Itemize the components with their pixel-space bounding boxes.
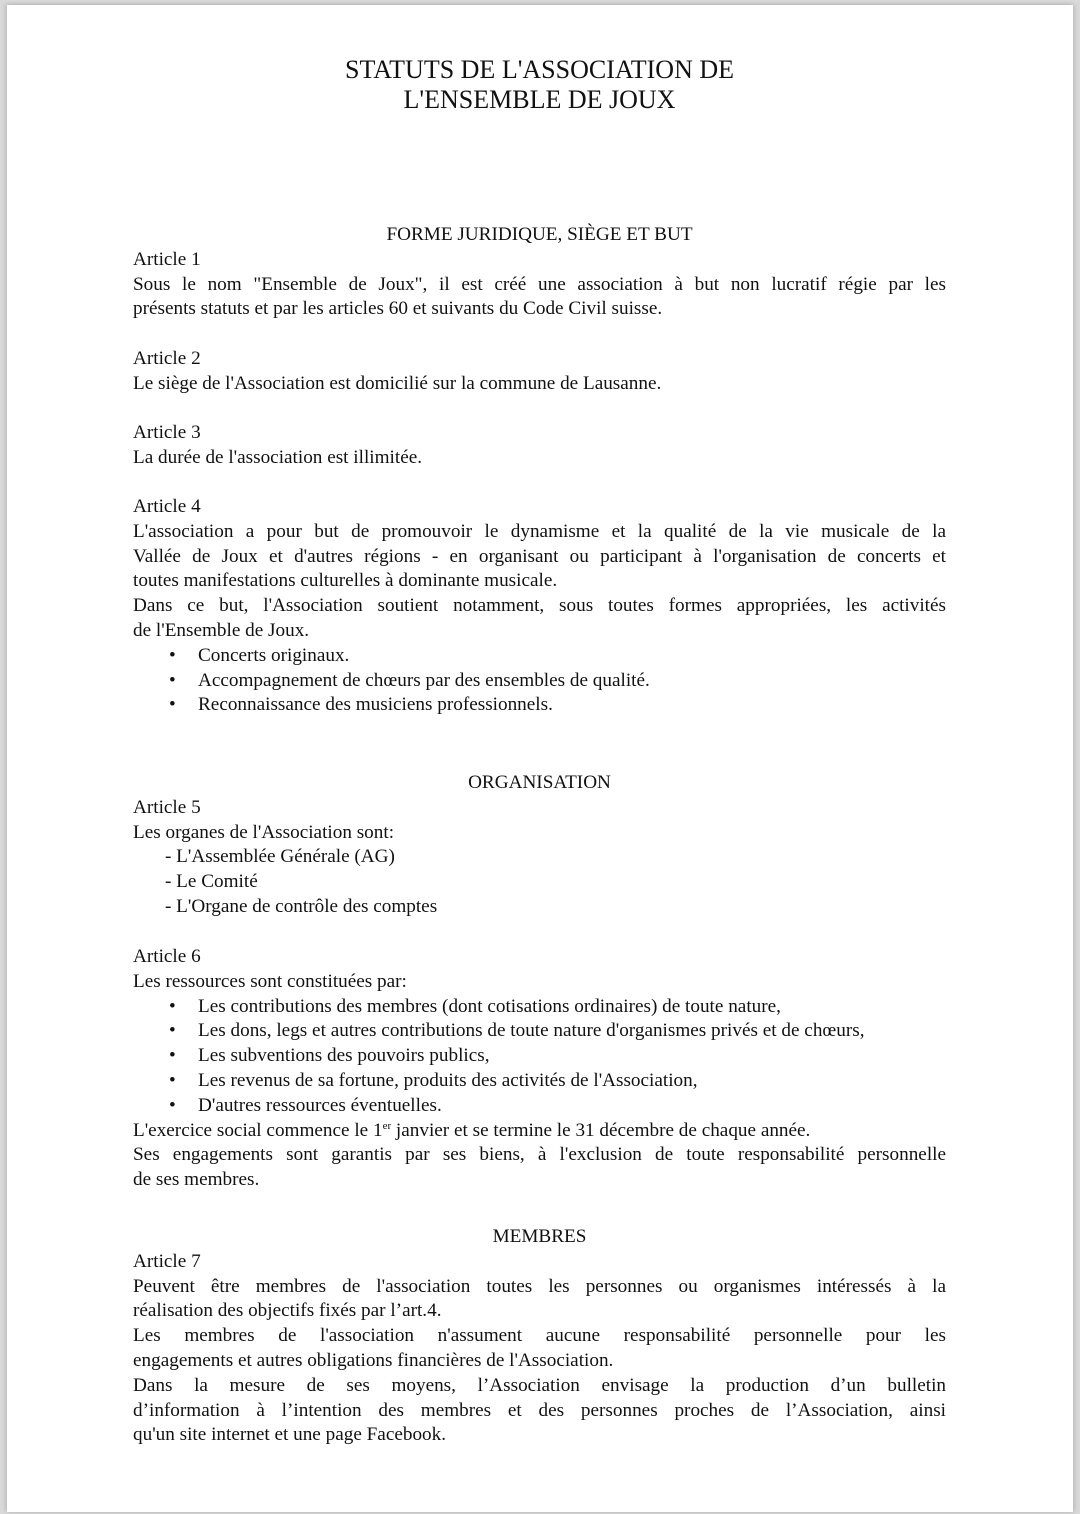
article-text-line: toutes manifestations culturelles à dominante musicale.	[133, 570, 558, 592]
bullet-icon: •	[169, 1069, 176, 1091]
list-item: • Concerts originaux.	[133, 644, 946, 669]
title-line-1: STATUTS DE L'ASSOCIATION DE	[345, 55, 734, 84]
list-item: • Les revenus de sa fortune, produits des activités de l'Association,	[133, 1069, 946, 1094]
list-item: - Le Comité	[165, 871, 258, 893]
article-text-line: Sous le nom "Ensemble de Joux", il est créé une association à but non lucratif régie par les	[133, 273, 946, 295]
article-text-line: d’information à l’intention des membres et des personnes proches de l’Association, ainsi	[133, 1399, 946, 1421]
article-text-line: engagements et autres obligations financières de l'Association.	[133, 1349, 614, 1371]
section-membres	[133, 1225, 946, 1448]
list-item: • D'autres ressources éventuelles.	[133, 1094, 946, 1119]
list-item: - L'Assemblée Générale (AG)	[165, 846, 395, 868]
bullet-icon: •	[169, 1045, 176, 1067]
article-5-dash-list	[133, 845, 946, 919]
document-title	[133, 55, 946, 115]
article-text-line: réalisation des objectifs fixés par l’art.4.	[133, 1300, 442, 1322]
article-2	[133, 347, 946, 397]
exercise-line: L'exercice social commence le 1er janvier et se termine le 31 décembre de chaque année.	[133, 1119, 811, 1141]
article-text-line: Les membres de l'association n'assument aucune responsabilité personnelle pour les	[133, 1325, 946, 1347]
bullet-icon: •	[169, 995, 176, 1017]
list-item: • Les dons, legs et autres contributions de toute nature d'organismes privés et de chœurs,	[133, 1019, 946, 1044]
article-label: Article 7	[133, 1250, 201, 1272]
bullet-icon: •	[169, 1094, 176, 1116]
section-forme-juridique	[133, 223, 946, 322]
article-label: Article 2	[133, 348, 201, 369]
article-text-line: Dans ce but, l'Association soutient notamment, sous toutes formes appropriées, les activités	[133, 595, 946, 617]
article-text-line: L'association a pour but de promouvoir le dynamisme et la qualité de la vie musicale de la	[133, 520, 946, 542]
article-6	[133, 945, 946, 1193]
article-4	[133, 495, 946, 718]
article-label: Article 3	[133, 422, 201, 443]
superscript-er: er	[382, 1119, 392, 1132]
article-text-line: Les ressources sont constituées par:	[133, 970, 407, 992]
list-item: • Les contributions des membres (dont cotisations ordinaires) de toute nature,	[133, 995, 946, 1020]
article-text-line: Peuvent être membres de l'association toutes les personnes ou organismes intéressés à la	[133, 1275, 946, 1297]
article-label: Article 5	[133, 796, 201, 818]
section-heading: ORGANISATION	[468, 772, 611, 793]
bullet-icon: •	[169, 669, 176, 691]
list-item: • Reconnaissance des musiciens professionnels.	[133, 693, 946, 718]
article-label: Article 6	[133, 946, 201, 967]
list-item: • Accompagnement de chœurs par des ensembles de qualité.	[133, 669, 946, 694]
article-text-line: présents statuts et par les articles 60 et suivants du Code Civil suisse.	[133, 298, 663, 320]
article-text-line: Ses engagements sont garantis par ses biens, à l'exclusion de toute responsabilité personnelle	[133, 1144, 946, 1166]
title-line-2: L'ENSEMBLE DE JOUX	[403, 85, 676, 114]
article-text-line: qu'un site internet et une page Facebook.	[133, 1424, 447, 1446]
bullet-icon: •	[169, 644, 176, 666]
article-text-line: Dans la mesure de ses moyens, l’Association envisage la production d’un bulletin	[133, 1374, 946, 1396]
article-text-line: La durée de l'association est illimitée.	[133, 446, 423, 468]
article-7	[133, 1250, 946, 1448]
article-text-line: de l'Ensemble de Joux.	[133, 619, 310, 641]
section-heading: FORME JURIDIQUE, SIÈGE ET BUT	[386, 224, 693, 245]
article-4-bullet-list	[133, 644, 946, 718]
article-text-line: Les organes de l'Association sont:	[133, 821, 395, 843]
article-5	[133, 796, 946, 920]
section-heading: MEMBRES	[492, 1226, 587, 1247]
section-organisation	[133, 771, 946, 920]
article-label: Article 1	[133, 248, 201, 270]
article-text-line: Vallée de Joux et d'autres régions - en organisant ou participant à l'organisation de concerts et	[133, 545, 946, 567]
document-page	[7, 5, 1073, 1512]
bullet-icon: •	[169, 694, 176, 716]
list-item: • Les subventions des pouvoirs publics,	[133, 1044, 946, 1069]
article-6-bullet-list	[133, 995, 946, 1119]
bullet-icon: •	[169, 1020, 176, 1042]
article-label: Article 4	[133, 496, 201, 517]
article-text-line: de ses membres.	[133, 1169, 260, 1191]
article-text-line: Le siège de l'Association est domicilié sur la commune de Lausanne.	[133, 372, 662, 394]
article-3	[133, 421, 946, 471]
list-item: - L'Organe de contrôle des comptes	[165, 895, 438, 917]
article-1	[133, 248, 946, 322]
